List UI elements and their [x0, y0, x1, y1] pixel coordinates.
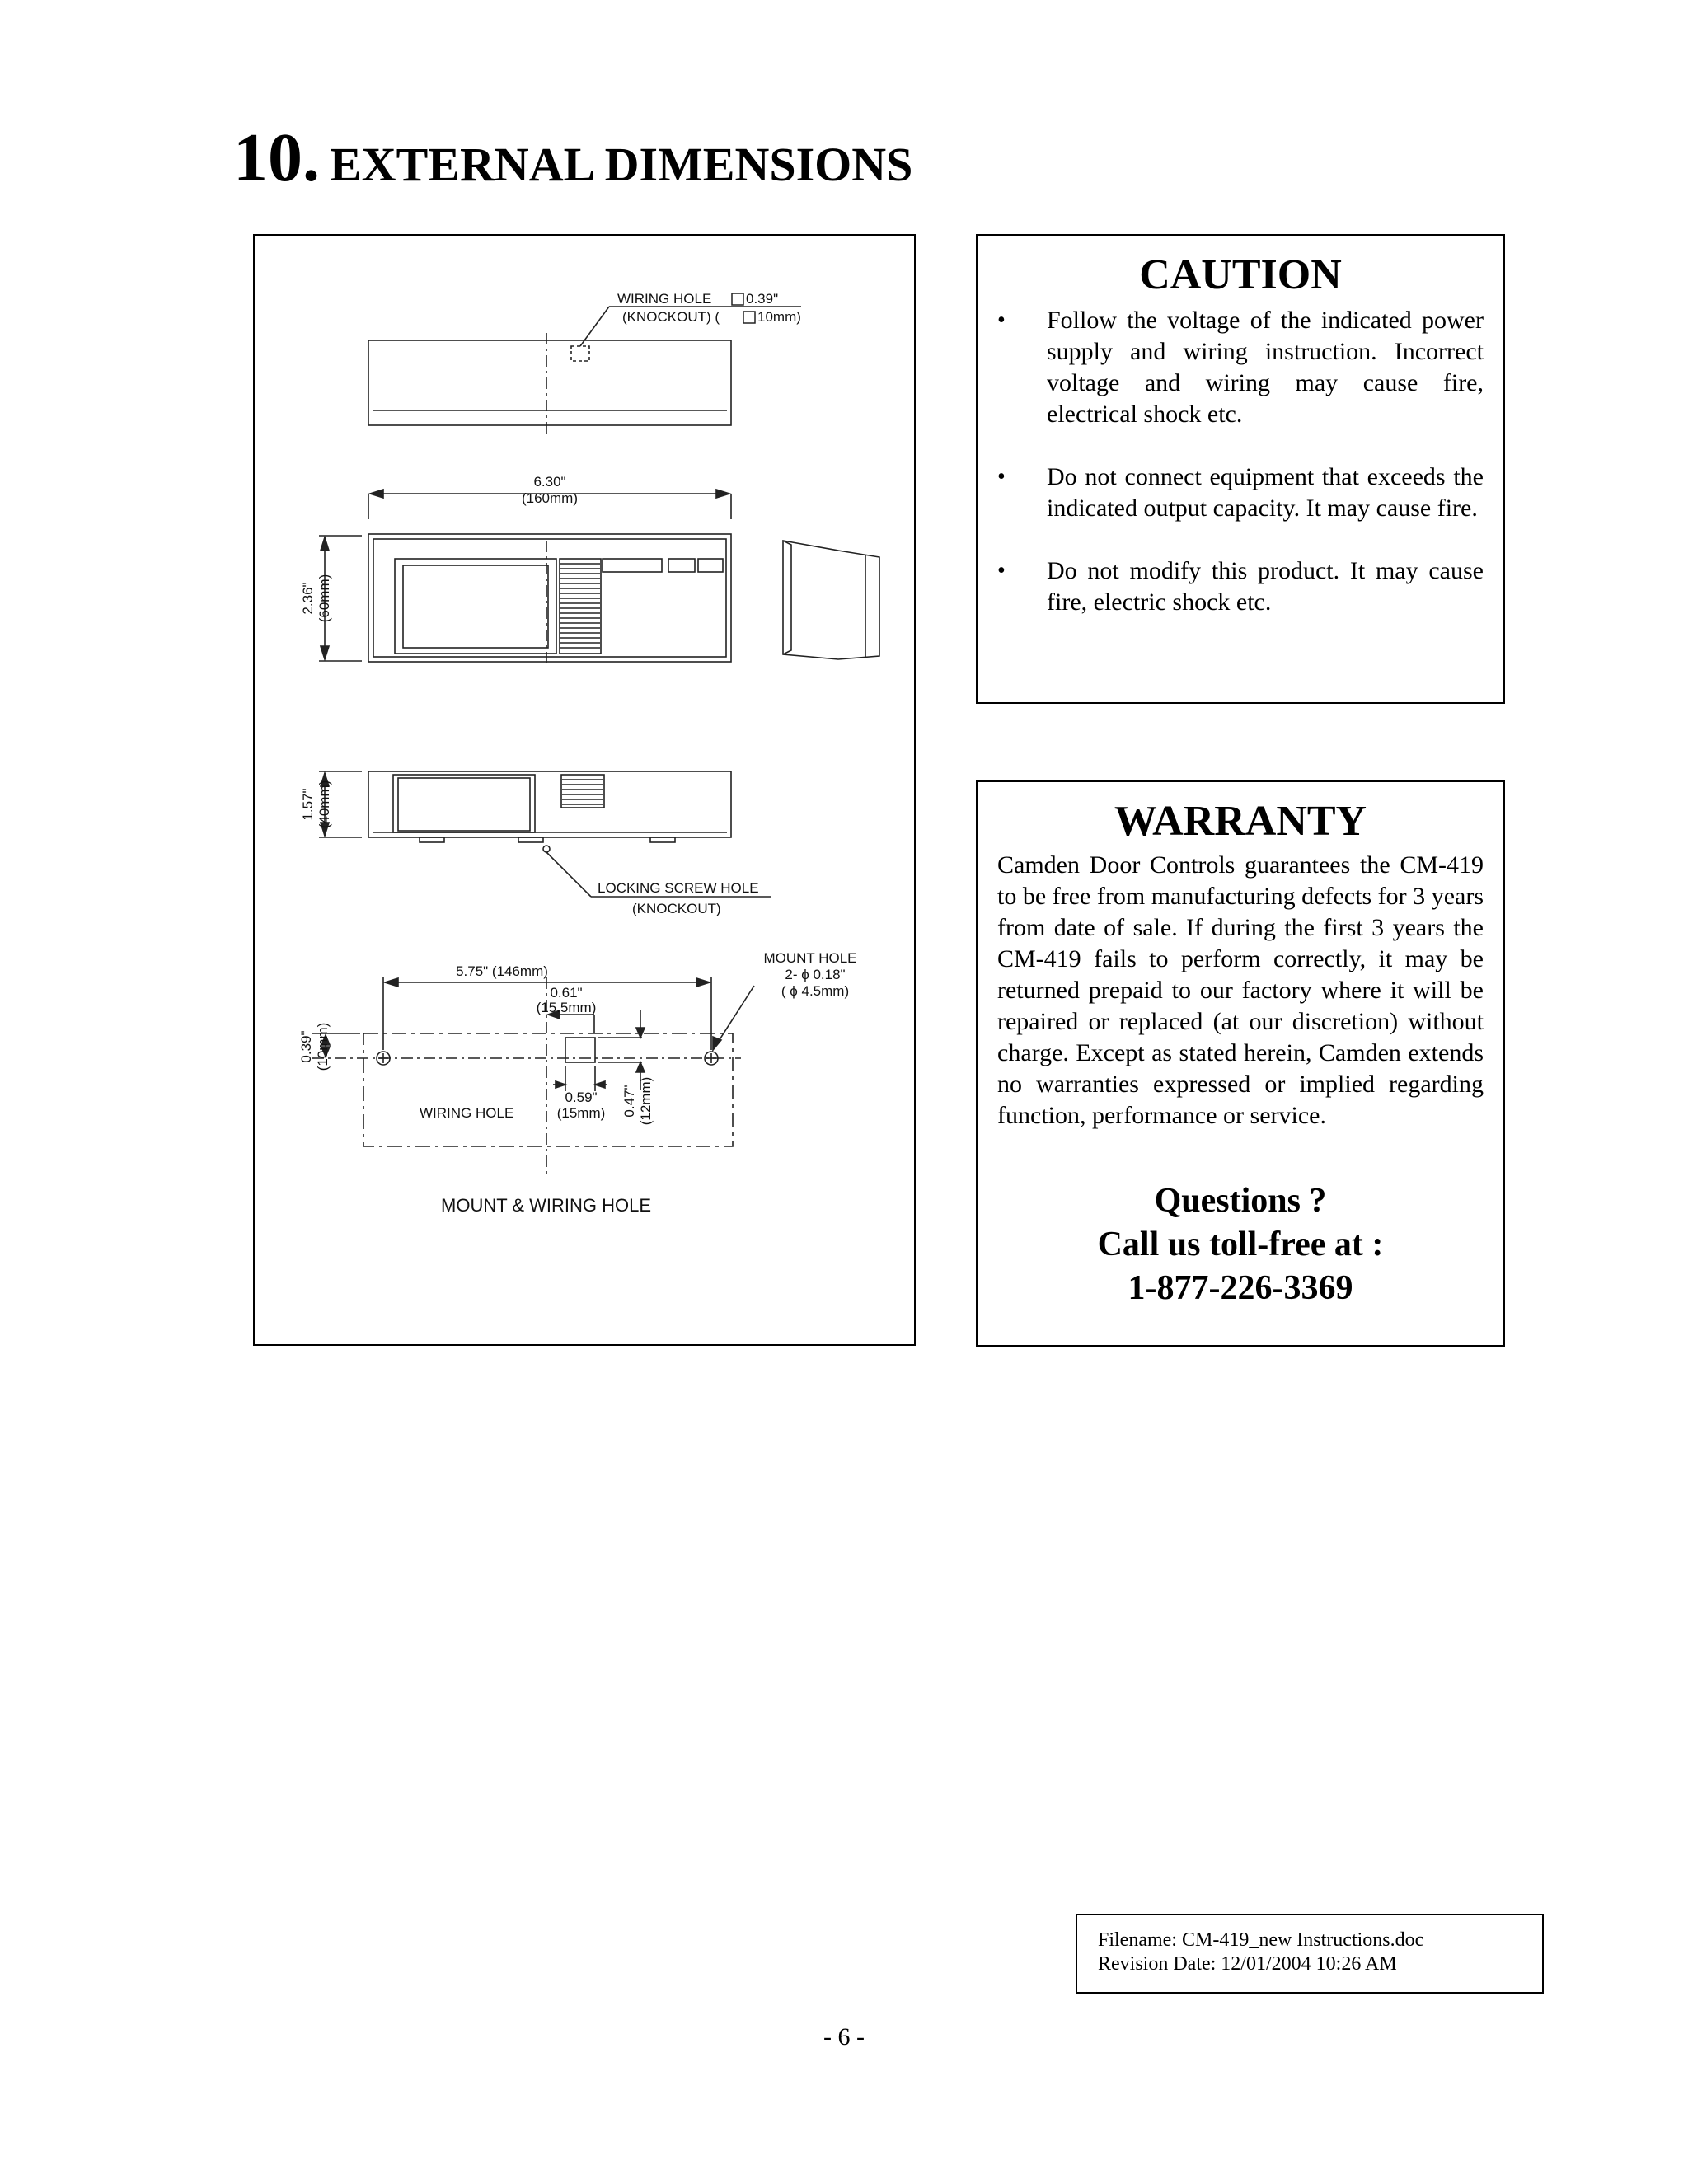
dimension-drawing-panel	[253, 234, 916, 1346]
depth-mm-label: (40mm)	[316, 780, 332, 829]
wiring-hole-size-mm: 10mm)	[757, 309, 801, 325]
height-in-label: 2.36"	[300, 582, 316, 615]
page-number: - 6 -	[823, 2023, 865, 2050]
wiring-hole-label: WIRING HOLE	[420, 1105, 514, 1121]
revision-date: Revision Date: 12/01/2004 10:26 AM	[1098, 1953, 1397, 1975]
hole-height-mm-label: (12mm)	[638, 1076, 654, 1126]
mount-spacing-label: 5.75" (146mm)	[456, 963, 548, 979]
caution-item-text: Do not connect equipment that exceeds the indicated output capacity. It may cause fire.	[1047, 463, 1484, 522]
drawing-caption: MOUNT & WIRING HOLE	[441, 1195, 652, 1216]
square-symbol-icon	[732, 293, 743, 305]
wiring-hole-knockout-label: WIRING HOLE	[617, 291, 712, 307]
hole-width-in-label: 0.59"	[565, 1090, 598, 1105]
bottom-view	[368, 771, 771, 897]
mount-hole-size-label: 2- ϕ 0.18"	[785, 967, 846, 982]
width-in-label: 6.30"	[533, 474, 566, 490]
edge-mm-label: (10mm)	[315, 1022, 331, 1071]
edge-in-label: 0.39"	[298, 1030, 314, 1063]
bullet-icon: •	[997, 558, 1006, 583]
hole-height-in-label: 0.47"	[621, 1085, 637, 1118]
knockout-label: (KNOCKOUT) (	[622, 309, 720, 325]
warranty-body: Camden Door Controls guarantees the CM-419 to be free from manufacturing defects for 3 years from date of sale. If during the first 3 years the CM-419 fails to perform correctly, it may be returned prepaid to our factory where it will be repaired or replaced (at our discretion) without charge. Except as stated herein, Camden extends no warranties expressed or implied regarding function, performance or service.	[997, 851, 1484, 1129]
wiring-hole-size-in: 0.39"	[746, 291, 779, 307]
contact-question: Questions ?	[1154, 1182, 1327, 1220]
offset-in-label: 0.61"	[550, 985, 583, 1001]
height-mm-label: (60mm)	[316, 574, 332, 623]
mount-wiring-hole-view	[312, 977, 754, 1175]
locking-screw-hole-label: LOCKING SCREW HOLE	[598, 880, 759, 896]
side-view	[783, 541, 879, 659]
contact-call: Call us toll-free at :	[1097, 1226, 1384, 1263]
mount-hole-label: MOUNT HOLE	[763, 950, 857, 966]
locking-screw-knockout-label: (KNOCKOUT)	[632, 901, 721, 916]
section-heading	[233, 120, 913, 196]
depth-in-label: 1.57"	[300, 788, 316, 821]
warranty-title: WARRANTY	[1114, 798, 1367, 845]
offset-mm-label: (15.5mm)	[536, 1000, 597, 1015]
caution-item	[978, 555, 1503, 618]
square-symbol-icon	[743, 312, 755, 323]
bullet-icon: •	[997, 464, 1006, 490]
caution-item	[978, 305, 1503, 430]
front-view	[368, 534, 731, 664]
top-view	[368, 307, 801, 434]
section-number: 10.	[233, 120, 320, 196]
bullet-icon: •	[997, 307, 1006, 333]
caution-title: CAUTION	[1139, 251, 1342, 298]
section-title: EXTERNAL DIMENSIONS	[330, 138, 913, 191]
hole-width-mm-label: (15mm)	[556, 1105, 606, 1121]
mount-hole-mm-label: ( ϕ 4.5mm)	[781, 983, 850, 999]
width-mm-label: (160mm)	[521, 490, 579, 506]
dimension-drawing	[255, 236, 917, 1347]
caution-item-text: Do not modify this product. It may cause fire, electric shock etc.	[1047, 557, 1484, 616]
contact-block	[978, 1179, 1503, 1310]
caution-box	[976, 234, 1505, 704]
file-info-box	[1076, 1914, 1544, 1994]
filename: Filename: CM-419_new Instructions.doc	[1098, 1929, 1424, 1951]
caution-item-text: Follow the voltage of the indicated power supply and wiring instruction. Incorrect voltage and wiring may cause fire, electrical shock etc.	[1047, 307, 1484, 428]
caution-list	[978, 305, 1503, 618]
warranty-box	[976, 780, 1505, 1347]
caution-item	[978, 462, 1503, 524]
contact-phone: 1-877-226-3369	[1128, 1269, 1353, 1307]
